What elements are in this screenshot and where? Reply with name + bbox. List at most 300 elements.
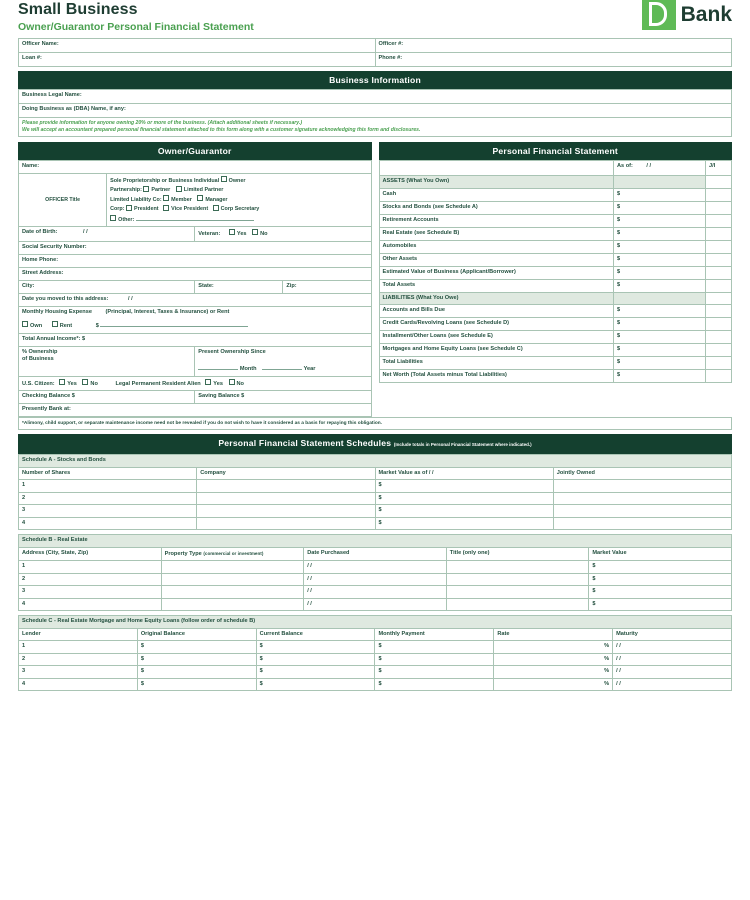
llc-label: Limited Liability Co: xyxy=(110,196,162,203)
schedule-c-col-monthly-payment: Monthly Payment xyxy=(375,628,494,641)
partner-checkbox[interactable] xyxy=(143,186,149,192)
liability-amount-accounts-bills[interactable]: $ xyxy=(614,305,706,318)
manager-checkbox[interactable] xyxy=(197,195,203,201)
table-row xyxy=(19,39,732,53)
schedule-a-row4-market-value[interactable]: $ xyxy=(375,517,553,530)
schedule-b-table xyxy=(18,534,732,611)
schedule-a-col-market-value: Market Value as of / / xyxy=(375,467,553,480)
resident-no-checkbox[interactable] xyxy=(229,379,235,385)
table-row xyxy=(379,227,732,240)
schedule-c-row4-lender[interactable]: 4 xyxy=(19,678,138,691)
schedule-c-row3-current[interactable]: $ xyxy=(256,666,375,679)
table-row xyxy=(379,240,732,253)
schedule-a-row1-company[interactable] xyxy=(197,480,375,493)
entity-line-llc xyxy=(110,195,367,204)
page-header xyxy=(18,0,732,38)
table-row xyxy=(379,370,732,383)
resident-no-label: No xyxy=(236,380,244,387)
entity-line-sole-prop xyxy=(110,176,367,185)
liability-ji-mortgages[interactable] xyxy=(706,344,732,357)
table-row xyxy=(19,641,732,654)
date-moved-field[interactable] xyxy=(19,293,372,306)
officer-name-field[interactable]: Officer Name: xyxy=(19,39,376,53)
table-row xyxy=(19,467,732,480)
asset-amount-business-value[interactable]: $ xyxy=(614,266,706,279)
month-label: Month xyxy=(239,366,257,373)
table-row xyxy=(19,280,372,293)
schedule-b-col-address: Address (City, State, Zip) xyxy=(19,547,162,561)
schedule-a-row2-jointly-owned[interactable] xyxy=(553,492,731,505)
liability-label-accounts-bills: Accounts and Bills Due xyxy=(379,305,614,318)
president-checkbox[interactable] xyxy=(126,205,132,211)
schedule-a-row3-shares[interactable]: 3 xyxy=(19,505,197,518)
schedules-band xyxy=(18,434,732,454)
total-assets-ji xyxy=(706,279,732,292)
vice-president-checkbox[interactable] xyxy=(163,205,169,211)
liability-ji-installment[interactable] xyxy=(706,331,732,344)
corp-secretary-checkbox[interactable] xyxy=(213,205,219,211)
entity-line-other xyxy=(110,214,367,224)
schedule-b-row2-market-value[interactable]: $ xyxy=(589,573,732,586)
schedule-b-row4-property-type[interactable] xyxy=(161,598,304,611)
schedule-c-row1-current[interactable]: $ xyxy=(256,641,375,654)
member-label: Member xyxy=(171,196,192,203)
schedule-a-title: Schedule A - Stocks and Bonds xyxy=(19,455,732,468)
owner-guarantor-band: Owner/Guarantor xyxy=(18,142,372,160)
owner-and-pfs-section xyxy=(18,142,732,417)
percent-ownership-cell[interactable] xyxy=(19,346,195,376)
corp-secretary-label: Corp Secretary xyxy=(220,206,260,213)
schedule-a-row4-shares[interactable]: 4 xyxy=(19,517,197,530)
table-row xyxy=(19,404,372,417)
schedule-c-row4-rate[interactable]: % xyxy=(494,678,613,691)
resident-yes-checkbox[interactable] xyxy=(205,379,211,385)
housing-amount-input[interactable] xyxy=(100,320,248,327)
schedule-a-row2-shares[interactable]: 2 xyxy=(19,492,197,505)
schedule-b-col-market-value: Market Value xyxy=(589,547,732,561)
table-row xyxy=(19,254,372,267)
schedule-a-col-company: Company xyxy=(197,467,375,480)
asset-ji-other[interactable] xyxy=(706,253,732,266)
schedule-c-row1-maturity[interactable]: / / xyxy=(613,641,732,654)
schedule-c-row2-maturity[interactable]: / / xyxy=(613,653,732,666)
liability-ji-credit-cards[interactable] xyxy=(706,318,732,331)
schedule-b-col-property-type xyxy=(161,547,304,561)
table-row xyxy=(19,227,372,242)
schedule-c-col-lender: Lender xyxy=(19,628,138,641)
table-row xyxy=(19,678,732,691)
asset-label-business-value: Estimated Value of Business (Applicant/Borrower) xyxy=(379,266,614,279)
table-row xyxy=(379,176,732,189)
sole-prop-label: Sole Proprietorship or Business Individual xyxy=(110,178,220,184)
citizen-yes-label: Yes xyxy=(67,380,77,387)
veteran-no-label: No xyxy=(260,231,268,238)
table-row xyxy=(19,547,732,561)
schedule-c-col-original-balance: Original Balance xyxy=(137,628,256,641)
table-row xyxy=(379,305,732,318)
schedule-c-row3-original[interactable]: $ xyxy=(137,666,256,679)
asset-ji-retirement[interactable] xyxy=(706,214,732,227)
liabilities-header-spacer xyxy=(614,292,706,305)
schedule-b-row4-market-value[interactable]: $ xyxy=(589,598,732,611)
pfs-band: Personal Financial Statement xyxy=(379,142,733,160)
asset-label-other: Other Assets xyxy=(379,253,614,266)
rent-label: Rent xyxy=(59,323,73,330)
schedule-b-row1-market-value[interactable]: $ xyxy=(589,561,732,574)
schedule-c-row2-original[interactable]: $ xyxy=(137,653,256,666)
table-row xyxy=(379,161,732,176)
table-row xyxy=(379,214,732,227)
housing-paren: (Principal, Interest, Taxes & Insurance) or Rent xyxy=(105,308,230,315)
table-row xyxy=(19,161,372,174)
schedule-b-row2-address[interactable]: 2 xyxy=(19,573,162,586)
table-row xyxy=(19,333,372,346)
schedule-c-row2-current[interactable]: $ xyxy=(256,653,375,666)
pct-own-line-2: of Business xyxy=(22,356,54,363)
table-row xyxy=(19,118,732,137)
pfs-table xyxy=(379,160,733,383)
schedule-c-table xyxy=(18,615,732,691)
entity-type-cell xyxy=(107,174,371,227)
schedule-a-row3-jointly-owned[interactable] xyxy=(553,505,731,518)
alimony-footnote: *Alimony, child support, or separate maintenance income need not be revealed if you do not wish to have it considered as a basis for repaying this obligation. xyxy=(18,417,732,430)
liabilities-header-ji xyxy=(706,292,732,305)
officer-title-cell xyxy=(19,174,107,227)
schedule-b-row3-market-value[interactable]: $ xyxy=(589,586,732,599)
table-row xyxy=(19,293,372,306)
limited-partner-checkbox[interactable] xyxy=(176,186,182,192)
schedule-b-row2-date[interactable]: / / xyxy=(304,573,447,586)
schedule-c-row4-payment[interactable]: $ xyxy=(375,678,494,691)
owner-name-field[interactable]: Name: xyxy=(19,161,372,174)
asset-label-cash: Cash xyxy=(379,188,614,201)
manager-label: Manager xyxy=(205,196,228,203)
schedule-a-row4-company[interactable] xyxy=(197,517,375,530)
pfs-blank-header xyxy=(379,161,614,176)
total-liabilities-label: Total Liabilities xyxy=(379,357,614,370)
date-moved-slashes: / / xyxy=(127,295,133,302)
table-row xyxy=(19,306,372,333)
housing-dollar: $ xyxy=(95,323,99,330)
presently-bank-at-field[interactable]: Presently Bank at: xyxy=(19,404,372,417)
officer-info-table xyxy=(18,38,732,67)
dob-label: Date of Birth: xyxy=(22,229,58,236)
asset-label-retirement: Retirement Accounts xyxy=(379,214,614,227)
vice-president-label: Vice President xyxy=(171,206,209,213)
date-of-birth-field[interactable] xyxy=(19,227,195,242)
owner-option-label: Owner xyxy=(228,178,246,184)
schedule-a-row3-market-value[interactable]: $ xyxy=(375,505,553,518)
td-bank-logo xyxy=(642,0,732,30)
schedule-a-table xyxy=(18,454,732,530)
asset-ji-automobiles[interactable] xyxy=(706,240,732,253)
table-row xyxy=(379,357,732,370)
table-row xyxy=(19,90,732,104)
schedule-a-col-jointly-owned: Jointly Owned xyxy=(553,467,731,480)
table-row xyxy=(19,573,732,586)
table-row xyxy=(379,266,732,279)
rent-checkbox[interactable] xyxy=(52,321,58,327)
net-worth-amount[interactable]: $ xyxy=(614,370,706,383)
schedule-c-row3-maturity[interactable]: / / xyxy=(613,666,732,679)
schedule-b-row4-address[interactable]: 4 xyxy=(19,598,162,611)
schedule-c-row1-lender[interactable]: 1 xyxy=(19,641,138,654)
assets-header-ji xyxy=(706,176,732,189)
schedule-c-row2-payment[interactable]: $ xyxy=(375,653,494,666)
schedule-c-row2-lender[interactable]: 2 xyxy=(19,653,138,666)
present-since-inputs xyxy=(198,363,367,374)
table-row xyxy=(19,267,372,280)
schedule-c-row3-lender[interactable]: 3 xyxy=(19,666,138,679)
asset-amount-stocks[interactable]: $ xyxy=(614,201,706,214)
citizen-no-checkbox[interactable] xyxy=(82,379,88,385)
officer-title-label-1: OFFICER Title xyxy=(45,196,80,203)
schedule-b-row3-address[interactable]: 3 xyxy=(19,586,162,599)
asset-label-real-estate: Real Estate (see Schedule B) xyxy=(379,227,614,240)
liability-amount-installment[interactable]: $ xyxy=(614,331,706,344)
schedule-a-row4-jointly-owned[interactable] xyxy=(553,517,731,530)
schedule-c-row3-rate[interactable]: % xyxy=(494,666,613,679)
resident-yes-label: Yes xyxy=(213,380,223,387)
veteran-label: Veteran: xyxy=(198,231,221,238)
ssn-field[interactable]: Social Security Number: xyxy=(19,241,372,254)
present-ownership-cell xyxy=(195,346,371,376)
schedule-a-col-shares: Number of Shares xyxy=(19,467,197,480)
owner-checkbox[interactable] xyxy=(221,176,227,182)
liability-ji-accounts-bills[interactable] xyxy=(706,305,732,318)
td-logo-icon xyxy=(642,0,676,30)
schedule-c-row1-original[interactable]: $ xyxy=(137,641,256,654)
schedule-b-row4-title[interactable] xyxy=(446,598,589,611)
table-row xyxy=(19,616,732,629)
veteran-field xyxy=(195,227,371,242)
member-checkbox[interactable] xyxy=(163,195,169,201)
housing-line-2 xyxy=(22,320,368,331)
dba-name-field[interactable]: Doing Business as (DBA) Name, if any: xyxy=(19,104,732,118)
asset-amount-other[interactable]: $ xyxy=(614,253,706,266)
ownership-year-input[interactable] xyxy=(262,363,302,370)
veteran-yes-checkbox[interactable] xyxy=(229,229,235,235)
limited-partner-label: Limited Partner xyxy=(183,187,224,194)
asset-amount-retirement[interactable]: $ xyxy=(614,214,706,227)
table-row xyxy=(19,346,372,376)
schedule-a-row3-company[interactable] xyxy=(197,505,375,518)
schedule-c-row3-payment[interactable]: $ xyxy=(375,666,494,679)
page-title: Small Business xyxy=(18,1,138,18)
entity-line-corp xyxy=(110,204,367,213)
asset-amount-cash[interactable]: $ xyxy=(614,188,706,201)
city-field[interactable]: City: xyxy=(19,280,195,293)
schedule-b-row1-title[interactable] xyxy=(446,561,589,574)
liability-label-credit-cards: Credit Cards/Revolving Loans (see Schedule D) xyxy=(379,318,614,331)
schedule-c-col-maturity: Maturity xyxy=(613,628,732,641)
schedule-a-row1-shares[interactable]: 1 xyxy=(19,480,197,493)
table-row xyxy=(19,391,372,404)
table-row xyxy=(379,344,732,357)
dob-slashes: / / xyxy=(83,229,88,236)
table-row xyxy=(19,376,372,391)
asset-ji-stocks[interactable] xyxy=(706,201,732,214)
logo-wordmark: Bank xyxy=(680,2,732,26)
schedules-band-title: Personal Financial Statement Schedules xyxy=(218,438,392,449)
table-row xyxy=(19,628,732,641)
as-of-header xyxy=(614,161,706,176)
table-row xyxy=(19,561,732,574)
table-row xyxy=(19,492,732,505)
schedule-b-property-type-label: Property Type xyxy=(164,550,202,557)
net-worth-ji xyxy=(706,370,732,383)
housing-line-1 xyxy=(22,309,368,317)
resident-label: Legal Permanent Resident Alien xyxy=(115,380,201,387)
table-row xyxy=(379,201,732,214)
table-row xyxy=(379,188,732,201)
ownership-month-input[interactable] xyxy=(198,363,238,370)
home-phone-field[interactable]: Home Phone: xyxy=(19,254,372,267)
liabilities-section-header: LIABILITIES (What You Owe) xyxy=(379,292,614,305)
total-liabilities-ji xyxy=(706,357,732,370)
schedule-b-row3-property-type[interactable] xyxy=(161,586,304,599)
asset-ji-business-value[interactable] xyxy=(706,266,732,279)
page-subtitle: Owner/Guarantor Personal Financial Statement xyxy=(18,21,254,33)
annual-income-field[interactable]: Total Annual Income*: $ xyxy=(19,333,372,346)
present-since-label: Present Ownership Since xyxy=(198,348,266,355)
schedule-c-row1-payment[interactable]: $ xyxy=(375,641,494,654)
table-row xyxy=(19,455,732,468)
table-row xyxy=(19,104,732,118)
veteran-yes-label: Yes xyxy=(236,231,247,238)
schedule-a-row2-market-value[interactable]: $ xyxy=(375,492,553,505)
citizenship-cell xyxy=(19,376,372,391)
president-label: President xyxy=(134,206,159,213)
as-of-label: As of: xyxy=(617,163,633,169)
table-row xyxy=(19,535,732,548)
saving-balance-field[interactable]: Saving Balance $ xyxy=(195,391,371,404)
entity-line-partnership xyxy=(110,185,367,194)
schedule-b-property-type-note: (commercial or investment) xyxy=(203,550,264,556)
as-of-slashes: / / xyxy=(646,163,652,169)
liability-label-mortgages: Mortgages and Home Equity Loans (see Schedule C) xyxy=(379,344,614,357)
own-checkbox[interactable] xyxy=(22,321,28,327)
date-moved-label: Date you moved to this address: xyxy=(22,295,109,302)
schedule-c-row4-current[interactable]: $ xyxy=(256,678,375,691)
schedule-c-title: Schedule C - Real Estate Mortgage and Home Equity Loans (follow order of schedule B) xyxy=(19,616,732,629)
loan-number-field[interactable]: Loan #: xyxy=(19,53,376,67)
liability-amount-credit-cards[interactable]: $ xyxy=(614,318,706,331)
schedule-c-row2-rate[interactable]: % xyxy=(494,653,613,666)
checking-balance-field[interactable]: Checking Balance $ xyxy=(19,391,195,404)
table-row xyxy=(379,279,732,292)
asset-ji-cash[interactable] xyxy=(706,188,732,201)
table-row xyxy=(19,53,732,67)
owner-guarantor-panel xyxy=(18,142,372,417)
schedule-b-row4-date[interactable]: / / xyxy=(304,598,447,611)
table-row xyxy=(19,517,732,530)
officer-number-field[interactable]: Officer #: xyxy=(375,39,732,53)
schedule-c-row1-rate[interactable]: % xyxy=(494,641,613,654)
schedule-b-row1-property-type[interactable] xyxy=(161,561,304,574)
street-address-field[interactable]: Street Address: xyxy=(19,267,372,280)
schedule-b-row3-title[interactable] xyxy=(446,586,589,599)
housing-label: Monthly Housing Expense xyxy=(22,308,92,315)
citizen-label: U.S. Citizen: xyxy=(22,380,55,387)
schedule-b-row3-date[interactable]: / / xyxy=(304,586,447,599)
partner-label: Partner xyxy=(151,187,171,194)
monthly-housing-cell xyxy=(19,306,372,333)
citizen-no-label: No xyxy=(90,380,98,387)
state-field[interactable]: State: xyxy=(195,280,283,293)
asset-label-automobiles: Automobiles xyxy=(379,240,614,253)
total-assets-amount[interactable]: $ xyxy=(614,279,706,292)
table-row xyxy=(19,653,732,666)
assets-section-header: ASSETS (What You Own) xyxy=(379,176,614,189)
schedule-b-row1-date[interactable]: / / xyxy=(304,561,447,574)
table-row xyxy=(19,174,372,227)
schedule-c-col-current-balance: Current Balance xyxy=(256,628,375,641)
total-liabilities-amount[interactable]: $ xyxy=(614,357,706,370)
table-row xyxy=(379,331,732,344)
schedule-b-col-title: Title (only one) xyxy=(446,547,589,561)
own-label: Own xyxy=(30,323,43,330)
schedules-band-note: (Include totals in Personal Financial Statement where indicated.) xyxy=(393,442,532,448)
citizen-yes-checkbox[interactable] xyxy=(59,379,65,385)
owner-guarantor-table xyxy=(18,160,372,417)
schedule-b-row2-title[interactable] xyxy=(446,573,589,586)
personal-financial-statement-panel xyxy=(379,142,733,417)
other-input[interactable] xyxy=(136,214,254,221)
table-row xyxy=(19,598,732,611)
other-checkbox[interactable] xyxy=(110,215,116,221)
liability-amount-mortgages[interactable]: $ xyxy=(614,344,706,357)
schedule-a-row2-company[interactable] xyxy=(197,492,375,505)
schedule-a-row1-jointly-owned[interactable] xyxy=(553,480,731,493)
notice-line-2: We will accept an accountant prepared personal financial statement attached to this form along with a customer signature acknowledging this form and disclosures. xyxy=(22,127,421,133)
business-notice xyxy=(19,118,732,137)
schedule-b-row1-address[interactable]: 1 xyxy=(19,561,162,574)
table-row xyxy=(19,505,732,518)
schedule-c-row4-maturity[interactable]: / / xyxy=(613,678,732,691)
veteran-no-checkbox[interactable] xyxy=(252,229,258,235)
table-row xyxy=(19,666,732,679)
year-label: Year xyxy=(303,366,316,373)
pct-own-line-1: % Ownership xyxy=(22,348,58,355)
net-worth-label: Net Worth (Total Assets minus Total Liabilities) xyxy=(379,370,614,383)
assets-header-spacer xyxy=(614,176,706,189)
business-info-table xyxy=(18,89,732,137)
schedule-b-row2-property-type[interactable] xyxy=(161,573,304,586)
schedule-a-row1-market-value[interactable]: $ xyxy=(375,480,553,493)
table-row xyxy=(379,318,732,331)
asset-ji-real-estate[interactable] xyxy=(706,227,732,240)
table-row xyxy=(19,586,732,599)
asset-amount-automobiles[interactable]: $ xyxy=(614,240,706,253)
table-row xyxy=(19,241,372,254)
table-row xyxy=(379,253,732,266)
schedule-b-title: Schedule B - Real Estate xyxy=(19,535,732,548)
phone-number-field[interactable]: Phone #: xyxy=(375,53,732,67)
business-legal-name-field[interactable]: Business Legal Name: xyxy=(19,90,732,104)
other-label: Other: xyxy=(118,216,135,223)
corp-label: Corp: xyxy=(110,206,125,213)
notice-line-1: Please provide information for anyone owning 20% or more of the business. (Attach additional sheets if necessary.) xyxy=(22,120,303,126)
schedule-b-col-date-purchased: Date Purchased xyxy=(304,547,447,561)
zip-field[interactable]: Zip: xyxy=(283,280,371,293)
ji-header: J/I xyxy=(706,161,732,176)
total-assets-label: Total Assets xyxy=(379,279,614,292)
asset-amount-real-estate[interactable]: $ xyxy=(614,227,706,240)
table-row xyxy=(19,480,732,493)
asset-label-stocks: Stocks and Bonds (see Schedule A) xyxy=(379,201,614,214)
schedule-c-row4-original[interactable]: $ xyxy=(137,678,256,691)
